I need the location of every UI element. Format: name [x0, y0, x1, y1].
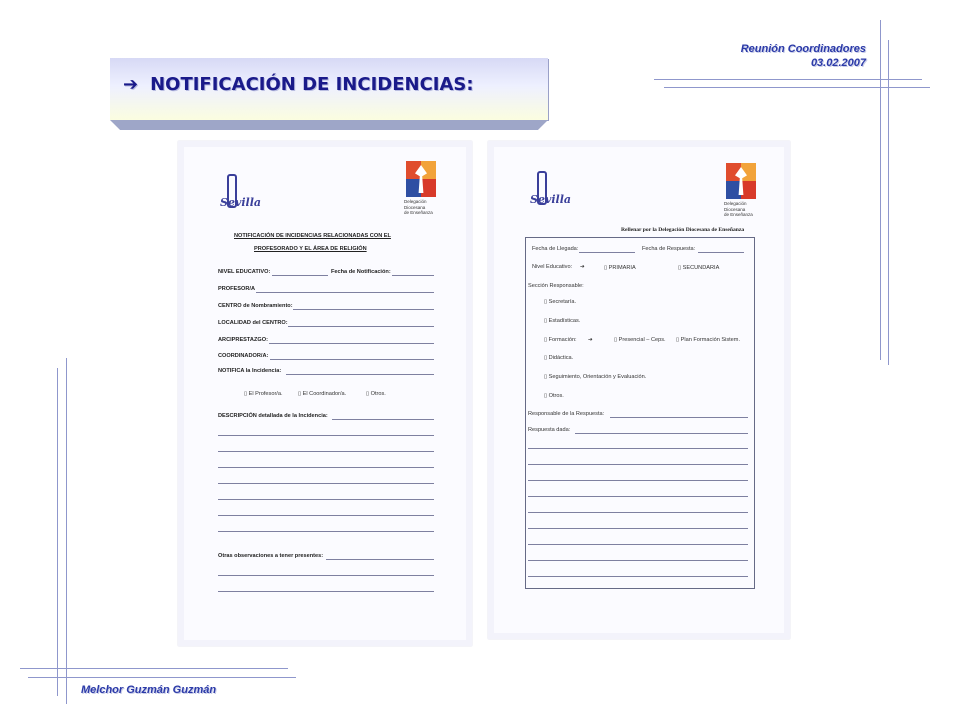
sevilla-logo — [530, 171, 571, 209]
nivel-educativo-label: NIVEL EDUCATIVO: — [218, 269, 271, 275]
profesor-field[interactable] — [256, 292, 434, 293]
localidad-label: LOCALIDAD del CENTRO: — [218, 320, 288, 326]
presencial-checkbox[interactable]: ▯ Presencial – Ceps. — [614, 337, 666, 343]
responsable-field[interactable] — [610, 417, 748, 418]
form-notificacion — [178, 141, 472, 646]
delegacion-logo-text: Delegación Diocesana de Enseñanza — [404, 199, 433, 215]
respuesta-line[interactable] — [528, 512, 748, 513]
delegacion-logo — [720, 163, 766, 219]
form-heading-line2: PROFESORADO Y EL ÁREA DE RELIGIÓN — [254, 246, 367, 252]
responsable-label: Responsable de la Respuesta: — [528, 411, 605, 417]
page-title — [123, 74, 474, 95]
fecha-respuesta-label: Fecha de Respuesta: — [642, 246, 696, 252]
descripcion-line[interactable] — [218, 451, 434, 452]
seguimiento-checkbox[interactable]: ▯ Seguimiento, Orientación y Evaluación. — [544, 374, 647, 380]
plan-formacion-checkbox[interactable]: ▯ Plan Formación Sistem. — [676, 337, 741, 343]
observaciones-label: Otras observaciones a tener presentes: — [218, 553, 324, 559]
descripcion-line[interactable] — [218, 515, 434, 516]
frame-line-bottom-1 — [20, 668, 288, 669]
notifica-label: NOTIFICA la Incidencia: — [218, 368, 282, 374]
sevilla-logo — [220, 174, 261, 212]
notifica-field[interactable] — [286, 374, 434, 375]
delegacion-emblem-icon — [726, 163, 756, 199]
frame-line-right-2 — [888, 40, 889, 365]
frame-line-bottom-2 — [28, 677, 296, 678]
observaciones-field[interactable] — [326, 559, 434, 560]
delegacion-emblem-icon — [406, 161, 436, 197]
frame-line-top-1 — [654, 79, 922, 80]
arrow-right-icon: ➔ — [580, 264, 585, 270]
arciprestazgo-field[interactable] — [269, 343, 434, 344]
centro-label: CENTRO de Nombramiento: — [218, 303, 293, 309]
descripcion-line[interactable] — [218, 467, 434, 468]
form-delegacion — [488, 141, 790, 639]
meeting-date: 03.02.2007 — [810, 57, 866, 69]
arrow-right-icon: ➔ — [123, 74, 139, 95]
respuesta-field[interactable] — [575, 433, 748, 434]
localidad-field[interactable] — [288, 326, 434, 327]
nivel-educativo-field[interactable] — [272, 275, 328, 276]
respuesta-line[interactable] — [528, 544, 748, 545]
fecha-llegada-label: Fecha de Llegada: — [532, 246, 579, 252]
observaciones-line[interactable] — [218, 591, 434, 592]
respuesta-line[interactable] — [528, 448, 748, 449]
descripcion-line[interactable] — [218, 499, 434, 500]
meeting-name: Reunión Coordinadores — [740, 43, 866, 55]
delegacion-logo-text: Delegación Diocesana de Enseñanza — [724, 201, 753, 217]
opt-profesor-checkbox[interactable]: ▯ El Profesor/a. — [244, 391, 283, 397]
descripcion-label: DESCRIPCIÓN detallada de la Incidencia: — [218, 413, 328, 419]
footer-author: Melchor Guzmán Guzmán — [81, 684, 217, 696]
frame-line-left-2 — [66, 358, 67, 704]
arrow-right-icon: ➔ — [588, 337, 593, 343]
fecha-llegada-field[interactable] — [579, 252, 635, 253]
fecha-respuesta-field[interactable] — [698, 252, 744, 253]
page-title-text: NOTIFICACIÓN DE INCIDENCIAS: — [150, 74, 474, 95]
respuesta-line[interactable] — [528, 480, 748, 481]
sevilla-logo-text: Sevilla — [220, 196, 261, 209]
estadisticas-checkbox[interactable]: ▯ Estadísticas. — [544, 318, 581, 324]
header-meta — [741, 42, 866, 70]
title-banner-bevel — [110, 120, 548, 130]
fecha-notificacion-field[interactable] — [392, 275, 434, 276]
primaria-checkbox[interactable]: ▯ PRIMARIA — [604, 265, 636, 271]
frame-line-right-1 — [880, 20, 881, 360]
respuesta-line[interactable] — [528, 496, 748, 497]
opt-coordinador-checkbox[interactable]: ▯ El Coordinador/a. — [298, 391, 347, 397]
coordinador-label: COORDINADOR/A: — [218, 353, 269, 359]
sevilla-logo-text: Sevilla — [530, 193, 571, 206]
didactica-checkbox[interactable]: ▯ Didáctica. — [544, 355, 574, 361]
descripcion-line[interactable] — [218, 483, 434, 484]
nivel-educativo-label: Nivel Educativo: — [532, 264, 573, 270]
seccion-label: Sección Responsable: — [528, 283, 584, 289]
form-heading-line1: NOTIFICACIÓN DE INCIDENCIAS RELACIONADAS CON EL — [234, 233, 391, 239]
otros-checkbox[interactable]: ▯ Otros. — [544, 393, 564, 399]
formacion-checkbox[interactable]: ▯ Formación: — [544, 337, 577, 343]
coordinador-field[interactable] — [270, 359, 434, 360]
respuesta-line[interactable] — [528, 528, 748, 529]
frame-line-top-2 — [664, 87, 930, 88]
secundaria-checkbox[interactable]: ▯ SECUNDARIA — [678, 265, 720, 271]
delegacion-logo — [400, 161, 446, 217]
arciprestazgo-label: ARCIPRESTAZGO: — [218, 337, 268, 343]
descripcion-line[interactable] — [218, 531, 434, 532]
descripcion-field[interactable] — [332, 419, 434, 420]
respuesta-line[interactable] — [528, 560, 748, 561]
observaciones-line[interactable] — [218, 575, 434, 576]
secretaria-checkbox[interactable]: ▯ Secretaría. — [544, 299, 576, 305]
respuesta-label: Respuesta dada: — [528, 427, 571, 433]
respuesta-line[interactable] — [528, 464, 748, 465]
opt-otros-checkbox[interactable]: ▯ Otros. — [366, 391, 386, 397]
form-delegacion-heading: Rellenar por la Delegación Diocesana de Enseñanza — [621, 227, 745, 233]
descripcion-line[interactable] — [218, 435, 434, 436]
centro-field[interactable] — [293, 309, 434, 310]
fecha-notificacion-label: Fecha de Notificación: — [331, 269, 391, 275]
title-banner — [110, 58, 548, 120]
frame-line-left-1 — [57, 368, 58, 696]
profesor-label: PROFESOR/A — [218, 286, 255, 292]
respuesta-line[interactable] — [528, 576, 748, 577]
